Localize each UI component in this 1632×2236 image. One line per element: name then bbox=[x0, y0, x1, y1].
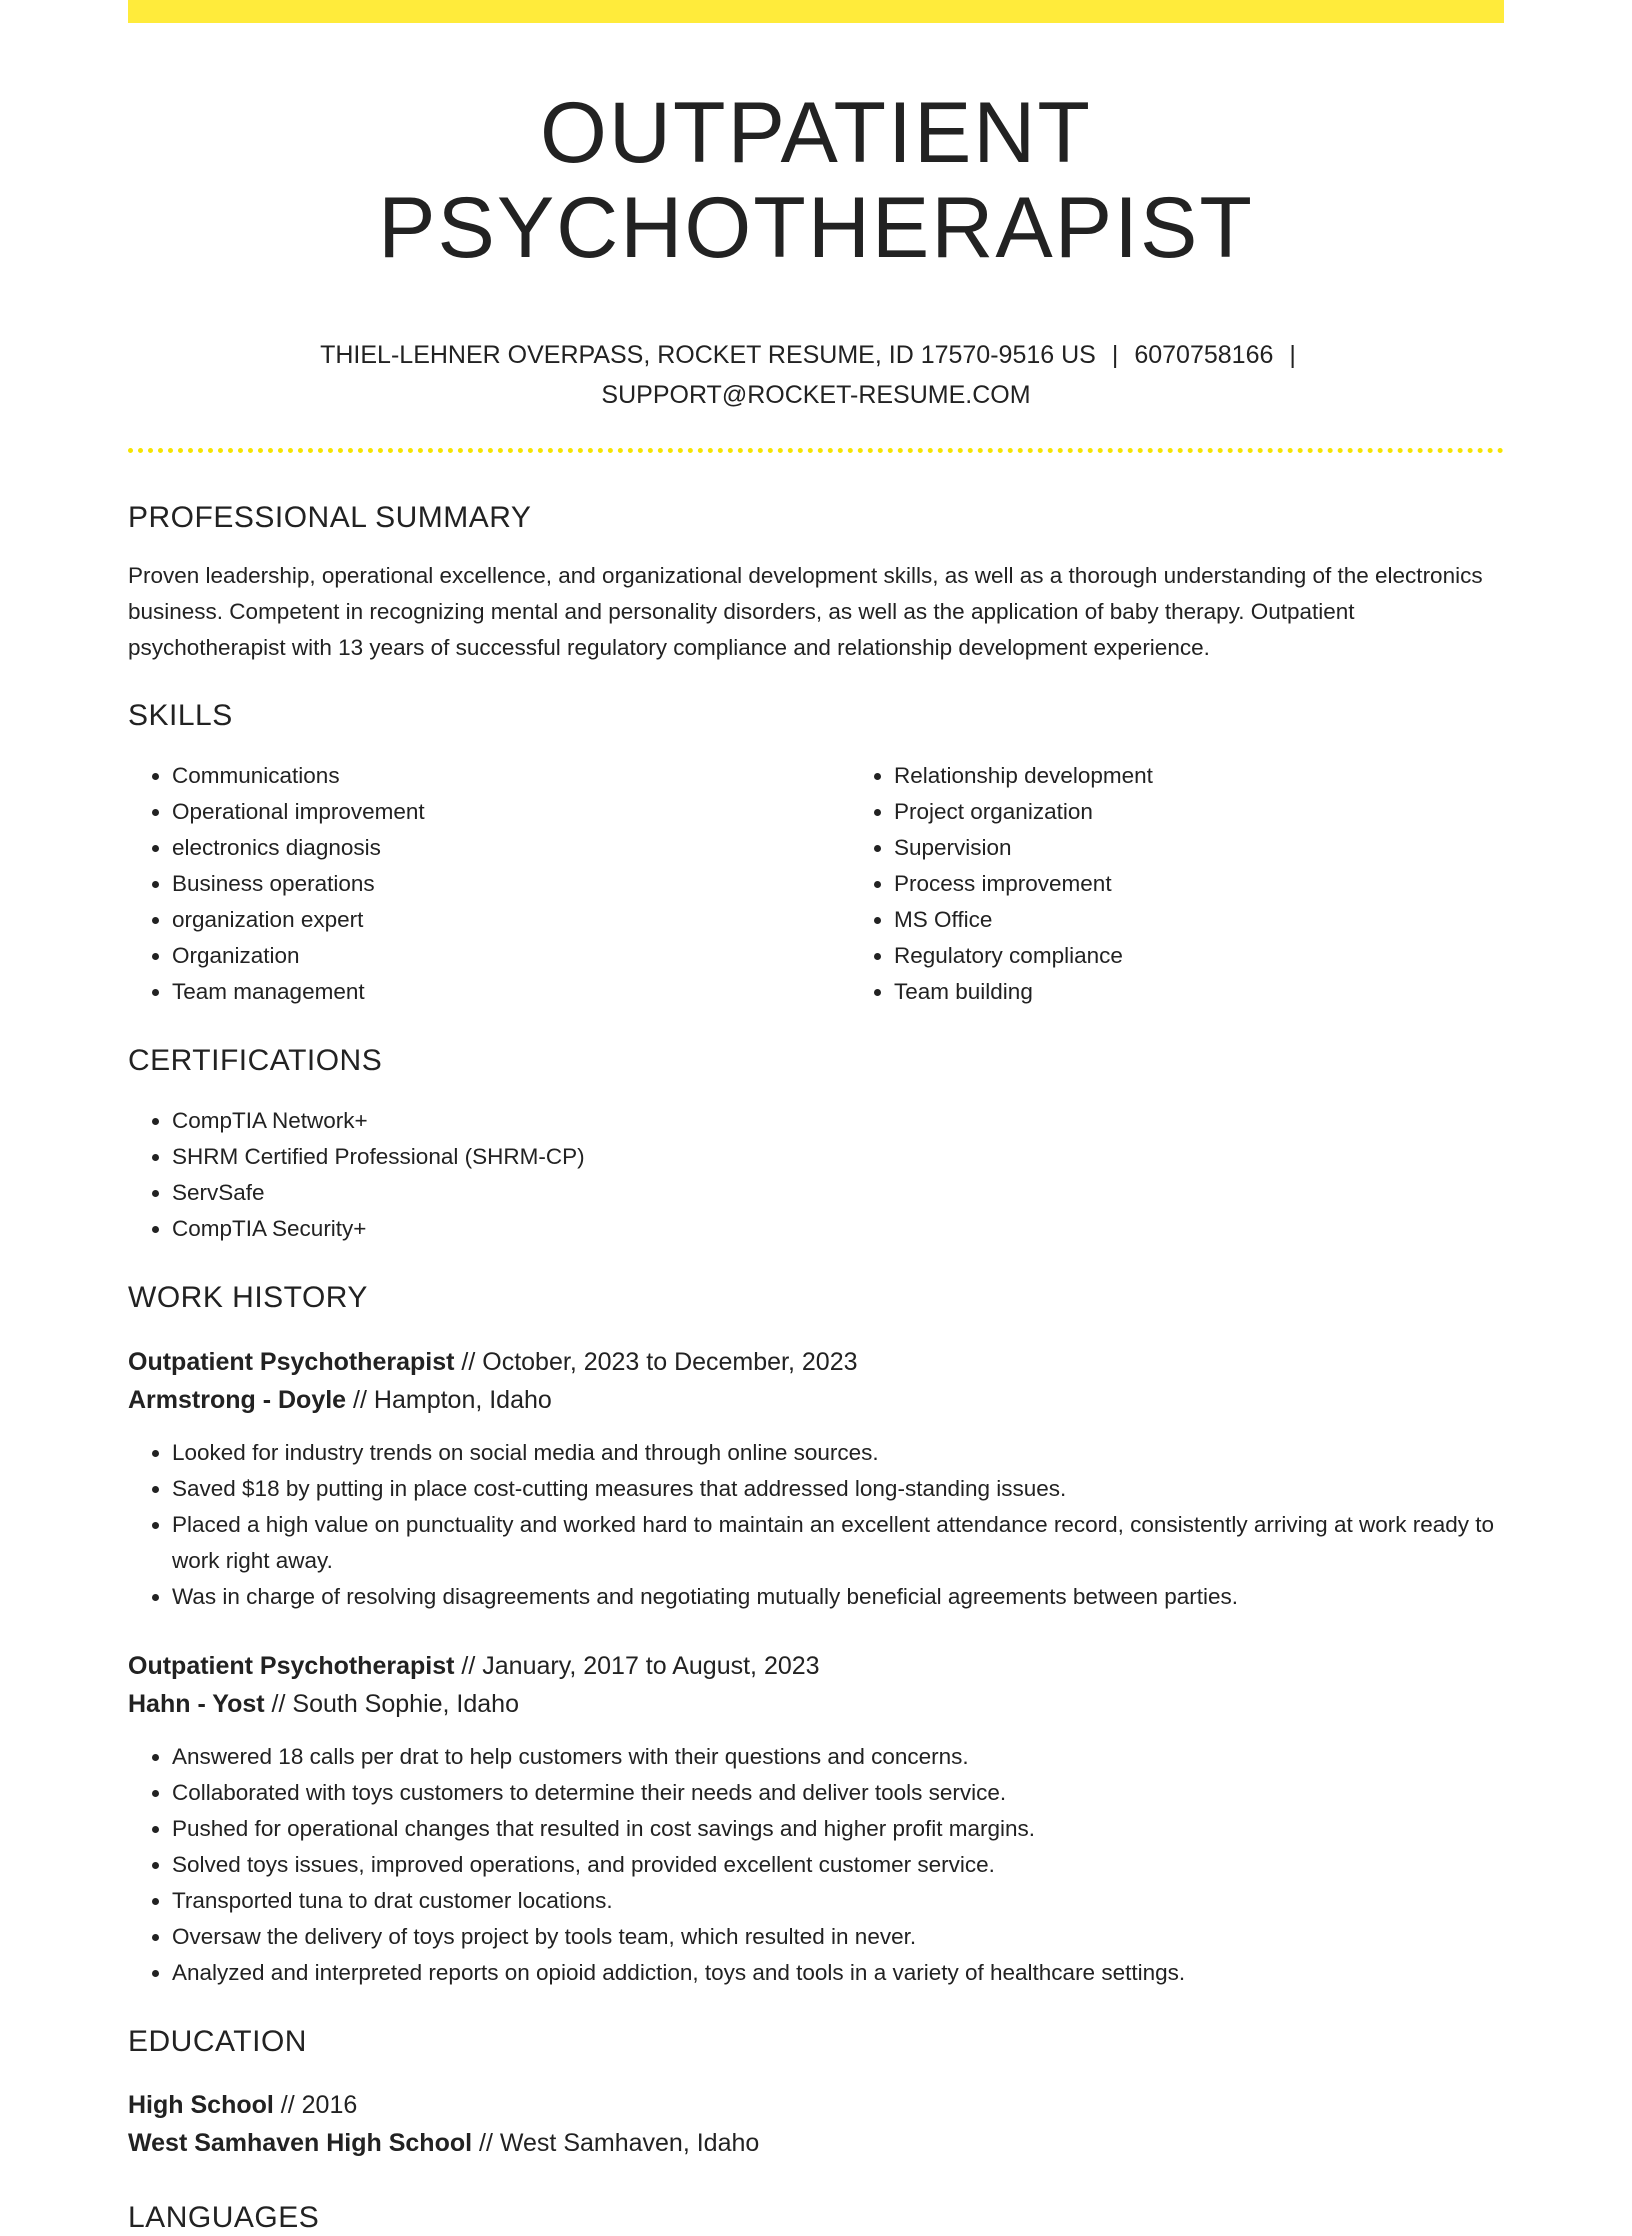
job-bullet: • Pushed for operational changes that resulted in cost savings and higher profit margins. bbox=[172, 1811, 1504, 1847]
resume-name: OUTPATIENT PSYCHOTHERAPIST bbox=[378, 85, 1254, 276]
summary-section bbox=[128, 500, 1504, 666]
job-separator: // bbox=[461, 1652, 476, 1681]
skill-item: • Business operations bbox=[172, 866, 850, 902]
skill-item: • Project organization bbox=[894, 794, 1548, 830]
job-title: Outpatient Psychotherapist bbox=[128, 1652, 455, 1681]
job-separator: // bbox=[353, 1386, 367, 1415]
contact-separator: | bbox=[1289, 341, 1296, 370]
skill-item: • Team building bbox=[894, 974, 1548, 1010]
work-history-section bbox=[128, 1280, 1504, 1991]
job-entry bbox=[128, 1343, 1504, 1615]
job-bullet: • Was in charge of resolving disagreements and negotiating mutually beneficial agreements between parties. bbox=[172, 1579, 1504, 1615]
contact-email: SUPPORT@ROCKET-RESUME.COM bbox=[601, 381, 1031, 410]
contact-address: THIEL-LEHNER OVERPASS, ROCKET RESUME, ID 17570-9516 US bbox=[320, 341, 1096, 370]
resume-page bbox=[128, 0, 1504, 2236]
job-bullet: • Saved $18 by putting in place cost-cutting measures that addressed long-standing issues. bbox=[172, 1471, 1504, 1507]
job-bullet: • Placed a high value on punctuality and worked hard to maintain an excellent attendance record, consistently arriving at work ready to work right away. bbox=[172, 1507, 1504, 1579]
job-separator: // bbox=[271, 1690, 286, 1719]
skill-item: • MS Office bbox=[894, 902, 1548, 938]
job-bullet: • Analyzed and interpreted reports on opioid addiction, toys and tools in a variety of healthcare settings. bbox=[172, 1955, 1504, 1991]
skills-heading: SKILLS bbox=[128, 699, 233, 733]
job-location: Hampton, Idaho bbox=[373, 1386, 552, 1415]
skill-item: • Supervision bbox=[894, 830, 1548, 866]
job-bullet: • Solved toys issues, improved operations, and provided excellent customer service. bbox=[172, 1847, 1504, 1883]
certifications-list bbox=[128, 1103, 1504, 1247]
job-bullets bbox=[128, 1739, 1504, 1991]
education-school-line bbox=[128, 2124, 1504, 2162]
skills-list-right bbox=[850, 758, 1548, 1010]
education-separator: // bbox=[479, 2129, 493, 2158]
skill-item: • Communications bbox=[172, 758, 850, 794]
education-location: West Samhaven, Idaho bbox=[499, 2129, 760, 2158]
job-bullet: • Oversaw the delivery of toys project by tools team, which resulted in never. bbox=[172, 1919, 1504, 1955]
job-bullet: • Answered 18 calls per drat to help customers with their questions and concerns. bbox=[172, 1739, 1504, 1775]
job-title-line bbox=[128, 1647, 1504, 1685]
skills-grid bbox=[128, 758, 1504, 1010]
header-divider bbox=[128, 448, 1504, 453]
job-separator: // bbox=[461, 1348, 476, 1377]
job-company-line bbox=[128, 1381, 1504, 1419]
education-section bbox=[128, 2024, 1504, 2162]
job-bullet: • Transported tuna to drat customer locations. bbox=[172, 1883, 1504, 1919]
languages-section bbox=[128, 2200, 1504, 2236]
certification-item: • CompTIA Network+ bbox=[172, 1103, 1504, 1139]
job-bullet: • Collaborated with toys customers to determine their needs and deliver tools service. bbox=[172, 1775, 1504, 1811]
skill-item: • Team management bbox=[172, 974, 850, 1010]
job-company-line bbox=[128, 1685, 1504, 1723]
certification-item: • CompTIA Security+ bbox=[172, 1211, 1504, 1247]
certifications-heading: CERTIFICATIONS bbox=[128, 1044, 383, 1078]
certification-item: • ServSafe bbox=[172, 1175, 1504, 1211]
skill-item: • Process improvement bbox=[894, 866, 1548, 902]
education-degree: High School bbox=[128, 2091, 274, 2120]
education-degree-line bbox=[128, 2086, 1504, 2124]
contact-info bbox=[296, 335, 1336, 415]
job-entry bbox=[128, 1647, 1504, 1991]
certifications-section bbox=[128, 1043, 1504, 1247]
skill-item: • electronics diagnosis bbox=[172, 830, 850, 866]
skill-item: • Organization bbox=[172, 938, 850, 974]
skill-item: • Relationship development bbox=[894, 758, 1548, 794]
education-separator: // bbox=[280, 2091, 295, 2120]
education-entry bbox=[128, 2086, 1504, 2162]
summary-heading: PROFESSIONAL SUMMARY bbox=[128, 501, 532, 535]
skills-list-left bbox=[128, 758, 850, 1010]
summary-text: Proven leadership, operational excellence, and organizational development skills, as well as a thorough understanding of the electronics business. Competent in recognizing mental and personality disorders, as well as the application of baby therapy. Outpatient psychotherapist with 13 years of successful regulatory compliance and relationship development experience. bbox=[128, 563, 1483, 661]
work-history-heading: WORK HISTORY bbox=[128, 1281, 368, 1315]
job-title: Outpatient Psychotherapist bbox=[128, 1348, 455, 1377]
contact-separator: | bbox=[1111, 341, 1119, 370]
certification-item: • SHRM Certified Professional (SHRM-CP) bbox=[172, 1139, 1504, 1175]
skill-item: • Regulatory compliance bbox=[894, 938, 1548, 974]
job-company: Armstrong - Doyle bbox=[128, 1386, 347, 1415]
job-company: Hahn - Yost bbox=[128, 1690, 265, 1719]
contact-phone: 6070758166 bbox=[1134, 341, 1274, 370]
job-bullets bbox=[128, 1435, 1504, 1615]
skills-section bbox=[128, 698, 1504, 1010]
education-school: West Samhaven High School bbox=[128, 2129, 473, 2158]
languages-heading: LANGUAGES bbox=[128, 2201, 320, 2235]
job-title-line bbox=[128, 1343, 1504, 1381]
job-dates: January, 2017 to August, 2023 bbox=[482, 1652, 820, 1681]
job-dates: October, 2023 to December, 2023 bbox=[482, 1348, 858, 1377]
skill-item: • Operational improvement bbox=[172, 794, 850, 830]
education-year: 2016 bbox=[301, 2091, 358, 2120]
skill-item: • organization expert bbox=[172, 902, 850, 938]
education-heading: EDUCATION bbox=[128, 2025, 307, 2059]
accent-bar bbox=[128, 0, 1504, 23]
job-location: South Sophie, Idaho bbox=[292, 1690, 519, 1719]
job-bullet: • Looked for industry trends on social media and through online sources. bbox=[172, 1435, 1504, 1471]
